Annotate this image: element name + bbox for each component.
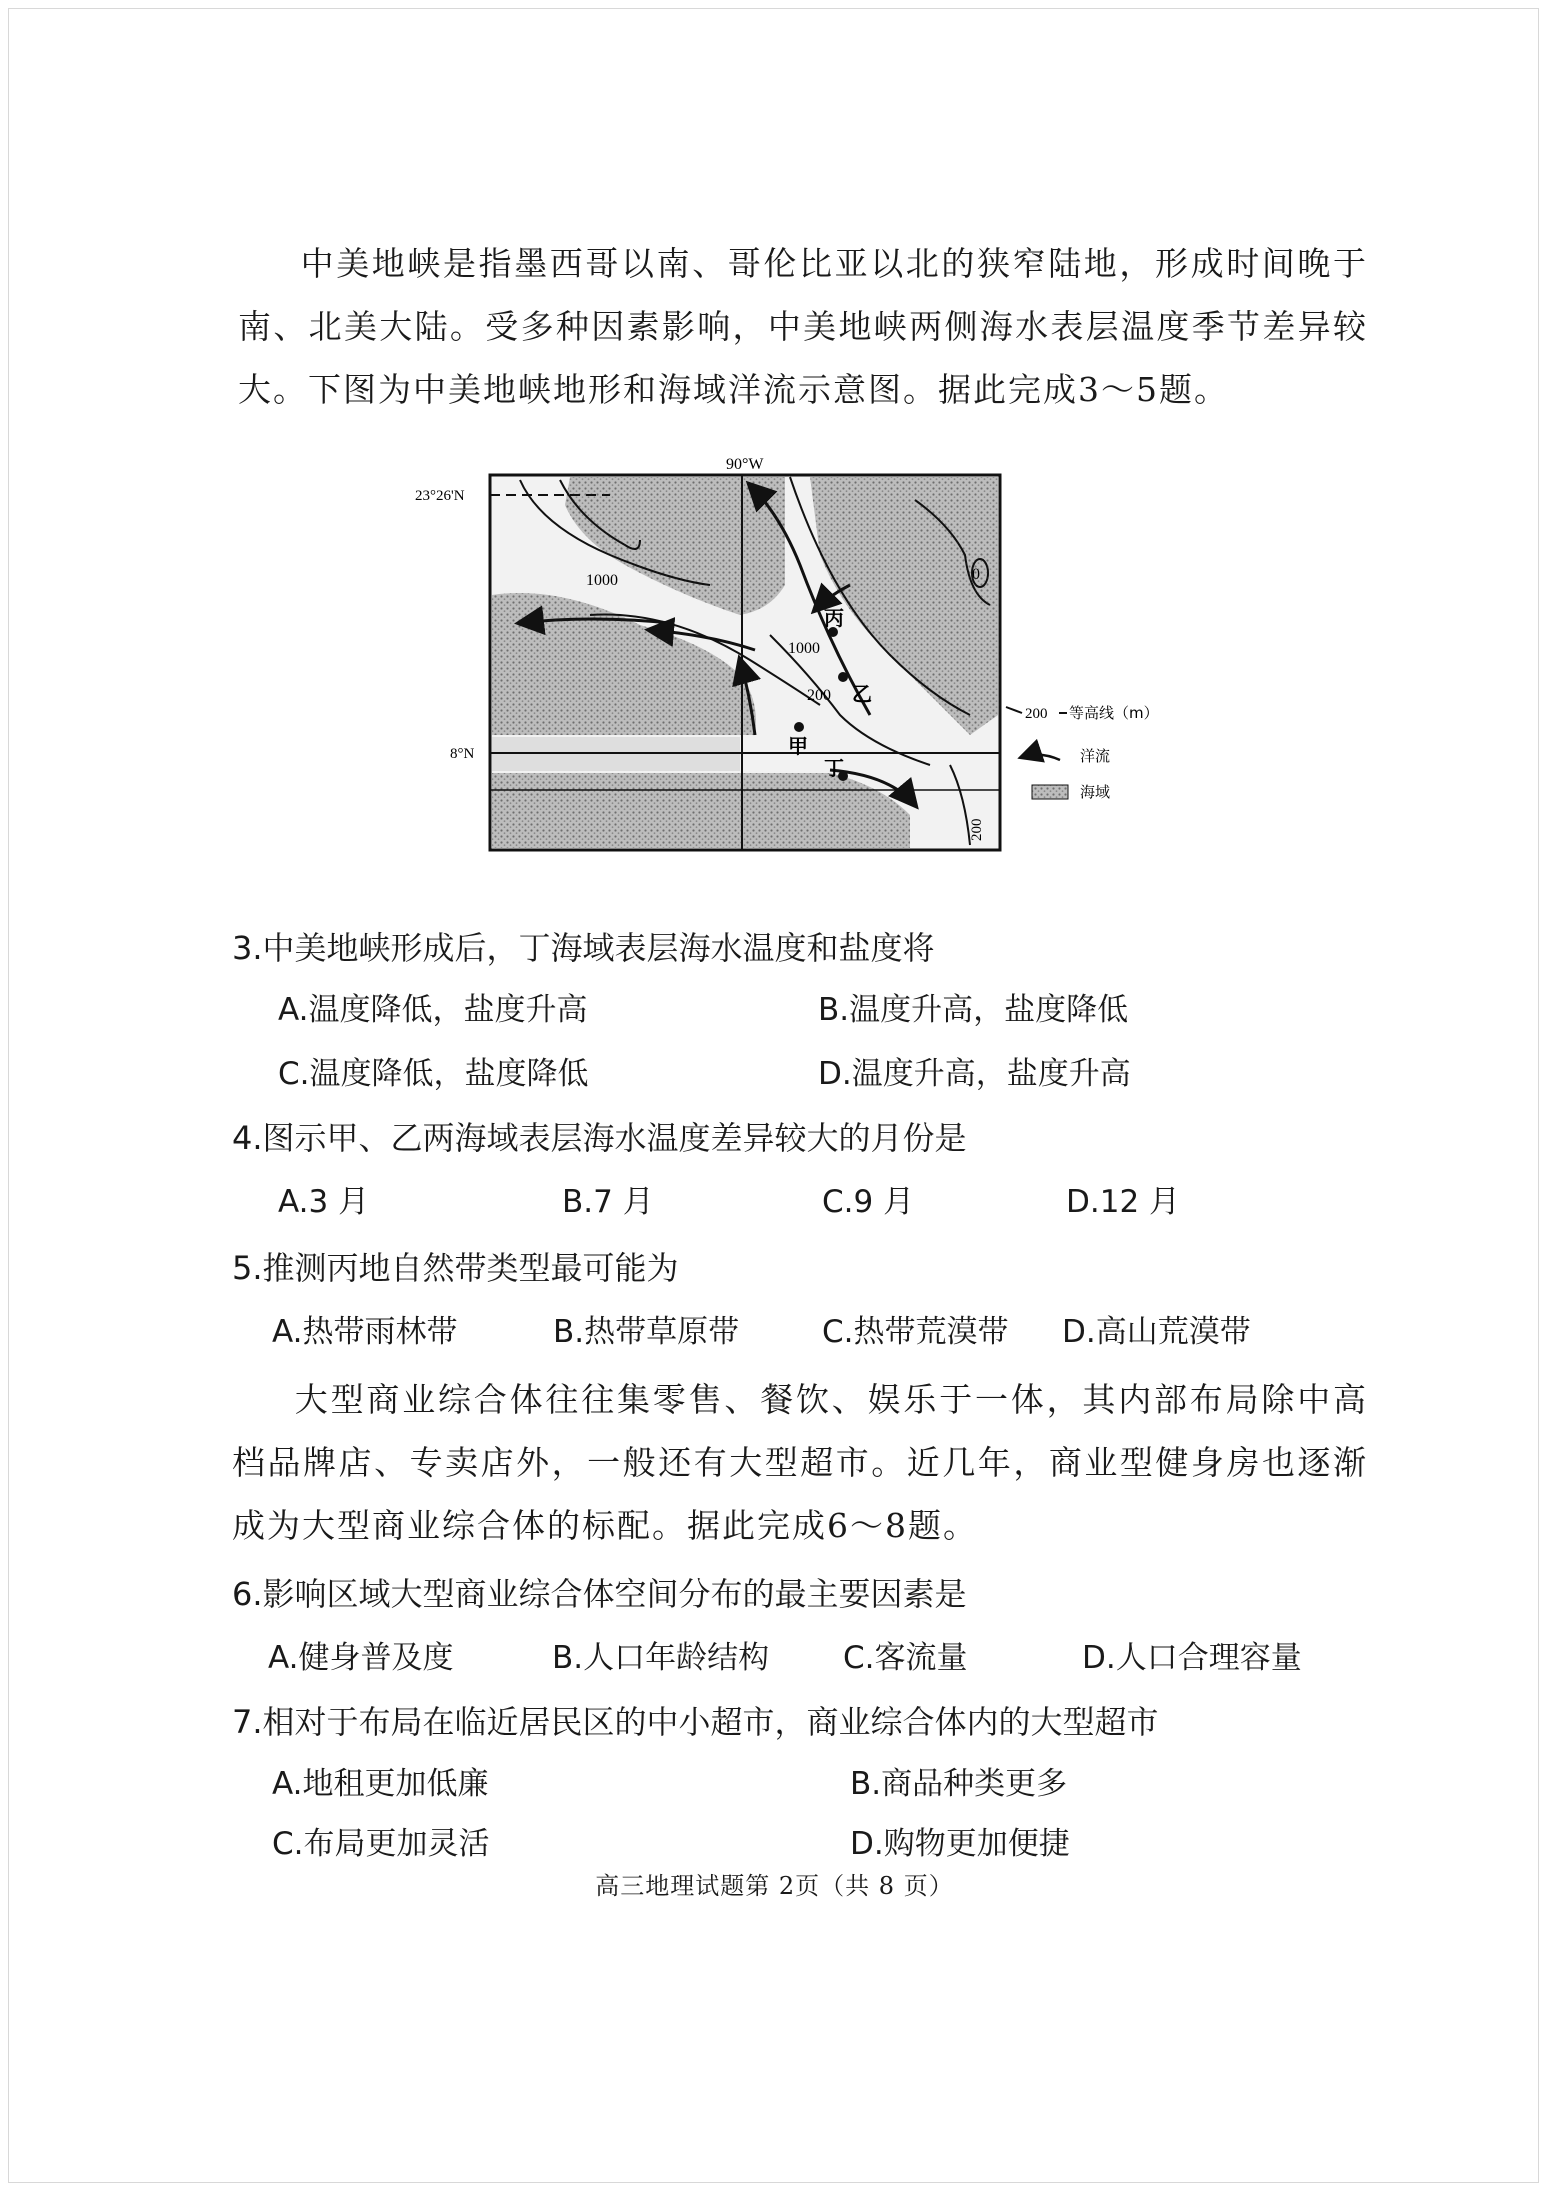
legend-current-arrow xyxy=(1022,755,1060,760)
page-footer: 高三地理试题第 2页（共 8 页） xyxy=(595,1872,954,1900)
q7-option-b: B.商品种类更多 xyxy=(850,1766,1068,1802)
question-6: 6.影响区域大型商业综合体空间分布的最主要因素是 xyxy=(232,1575,967,1613)
q5-option-c: C.热带荒漠带 xyxy=(822,1314,1009,1350)
contour-label-5: 200 xyxy=(969,818,985,841)
legend-contour-value: 200 xyxy=(1025,706,1048,722)
contour-label-1: 1000 xyxy=(586,572,618,589)
passage-1 xyxy=(238,232,1368,421)
place-ding: 丁 xyxy=(824,756,844,780)
q3-option-c: C.温度降低，盐度降低 xyxy=(278,1056,589,1092)
q6-option-b: B.人口年龄结构 xyxy=(552,1640,770,1676)
passage-1-text: 中美地峡是指墨西哥以南、哥伦比亚以北的狭窄陆地，形成时间晚于南、北美大陆。受多种因素影响，中美地峡两侧海水表层温度季节差异较大。下图为中美地峡地形和海域洋流示意图。据此完成3～5题。 xyxy=(238,244,1368,409)
lat-top-label: 23°26'N xyxy=(415,488,465,504)
q7-option-a: A.地租更加低廉 xyxy=(272,1766,489,1802)
question-4: 4.图示甲、乙两海域表层海水温度差异较大的月份是 xyxy=(232,1119,967,1157)
q6-option-a: A.健身普及度 xyxy=(268,1640,454,1676)
q5-option-d: D.高山荒漠带 xyxy=(1062,1314,1251,1350)
q5-option-b: B.热带草原带 xyxy=(553,1314,740,1350)
legend-contour-line xyxy=(1006,707,1022,713)
lat-bottom-label: 8°N xyxy=(450,746,475,762)
isthmus-map xyxy=(410,445,1159,865)
contour-label-3: 200 xyxy=(807,687,831,704)
place-bing: 丙 xyxy=(824,606,844,630)
q4-option-c: C.9 月 xyxy=(822,1184,915,1220)
point-jia xyxy=(794,722,804,732)
place-jia: 甲 xyxy=(788,734,808,758)
contour-label-4: 0 xyxy=(972,566,980,583)
contour-label-2: 1000 xyxy=(788,640,820,657)
pacific-south-sea xyxy=(492,773,910,848)
q4-option-d: D.12 月 xyxy=(1066,1184,1181,1220)
legend-contour-label: 等高线（m） xyxy=(1069,704,1159,722)
question-5: 5.推测丙地自然带类型最可能为 xyxy=(232,1249,679,1287)
q3-option-d: D.温度升高，盐度升高 xyxy=(818,1056,1131,1092)
place-yi: 乙 xyxy=(852,682,872,706)
passage-2 xyxy=(232,1368,1368,1557)
question-7: 7.相对于布局在临近居民区的中小超市，商业综合体内的大型超市 xyxy=(232,1703,1159,1741)
legend-current-label: 洋流 xyxy=(1080,747,1111,765)
q3-option-a: A.温度降低，盐度升高 xyxy=(278,992,588,1028)
q5-option-a: A.热带雨林带 xyxy=(272,1314,458,1350)
q6-option-c: C.客流量 xyxy=(843,1640,968,1676)
passage-2-text: 大型商业综合体往往集零售、餐饮、娱乐于一体，其内部布局除中高档品牌店、专卖店外，一般还有大型超市。近几年，商业型健身房也逐渐成为大型商业综合体的标配。据此完成6～8题。 xyxy=(232,1380,1368,1545)
legend-sea-label: 海域 xyxy=(1080,783,1111,801)
point-yi xyxy=(838,672,848,682)
q3-option-b: B.温度升高，盐度降低 xyxy=(818,992,1129,1028)
legend-sea-swatch xyxy=(1032,785,1068,799)
q4-option-a: A.3 月 xyxy=(278,1184,370,1220)
q7-option-c: C.布局更加灵活 xyxy=(272,1826,490,1862)
q7-option-d: D.购物更加便捷 xyxy=(850,1826,1070,1862)
q6-option-d: D.人口合理容量 xyxy=(1082,1640,1302,1676)
question-3: 3.中美地峡形成后，丁海域表层海水温度和盐度将 xyxy=(232,929,935,967)
lon-label: 90°W xyxy=(726,456,764,473)
q4-option-b: B.7 月 xyxy=(562,1184,654,1220)
